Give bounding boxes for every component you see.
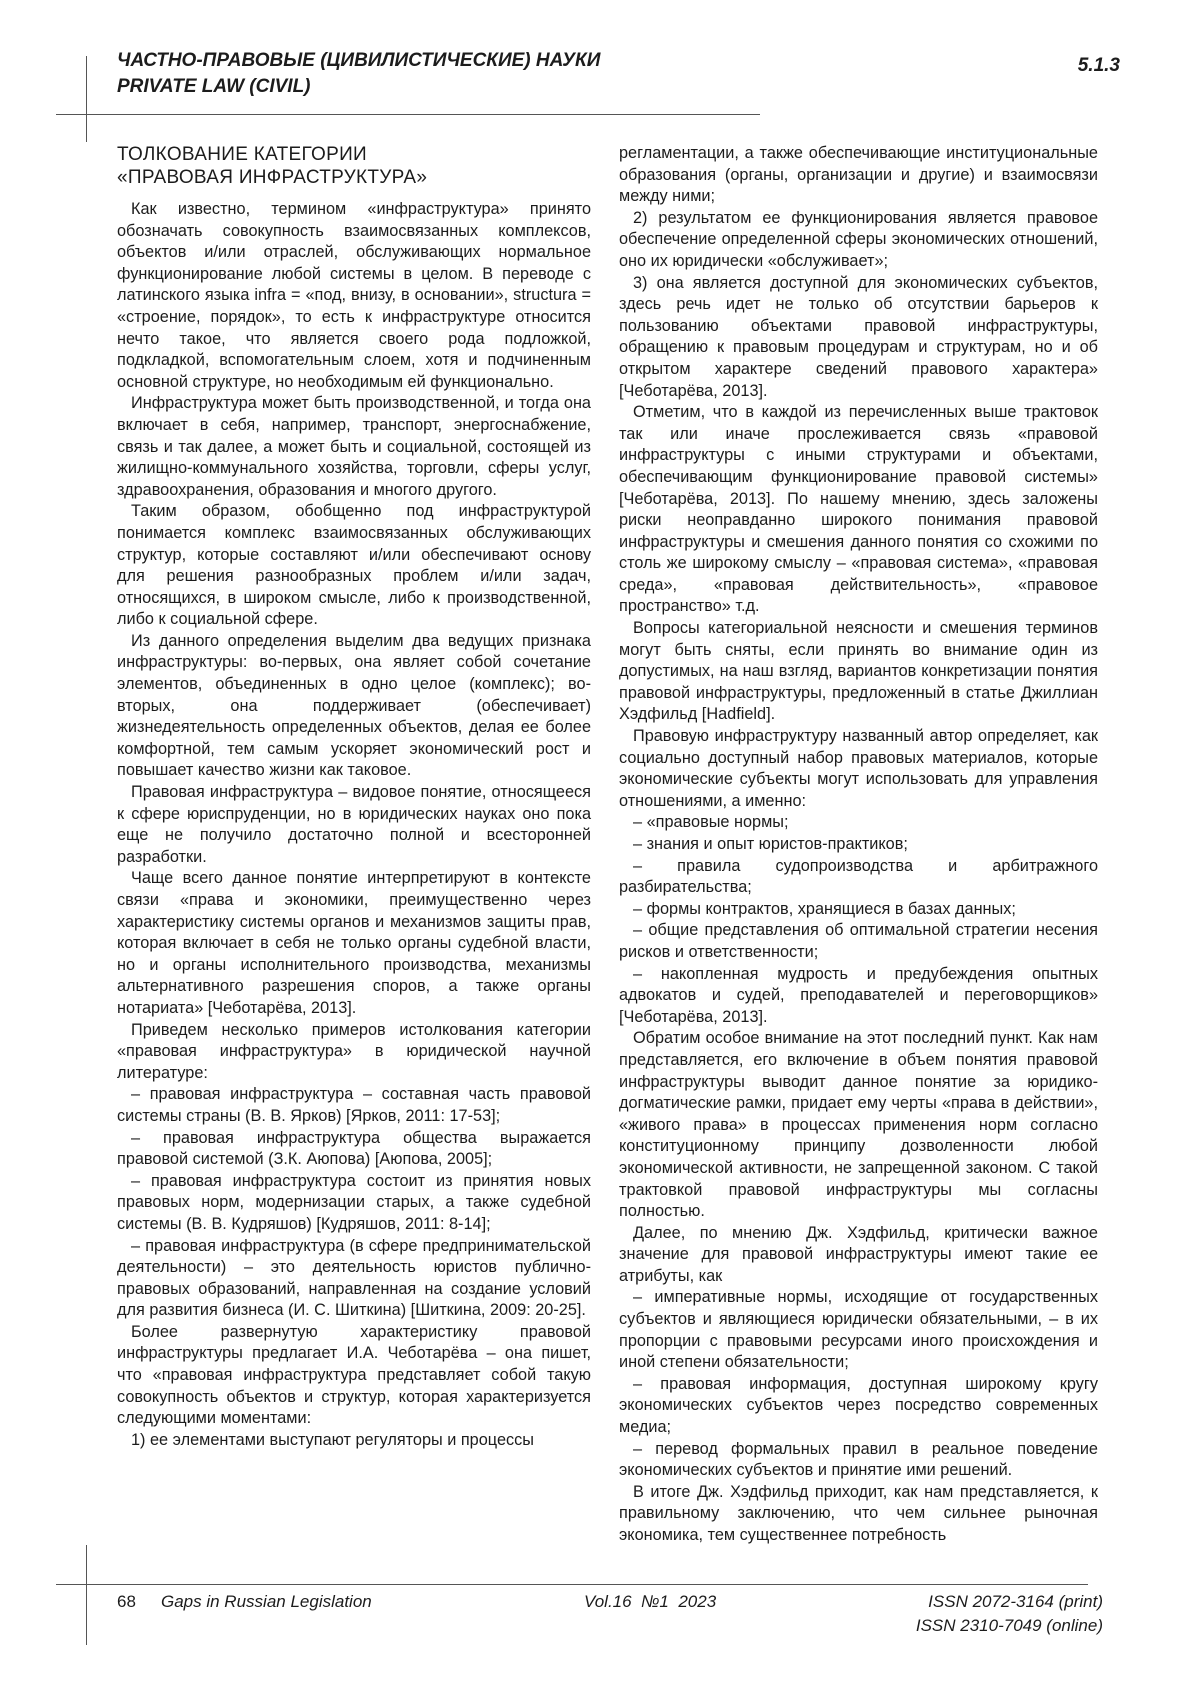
running-header [117,48,600,100]
paragraph: В итоге Дж. Хэдфильд приходит, как нам представляется, к правильному заключению, что чем сильнее рыночная экономика, тем существеннее потребность [619,1482,1098,1547]
section-title-ru: ЧАСТНО-ПРАВОВЫЕ (ЦИВИЛИСТИЧЕСКИЕ) НАУКИ [117,48,600,74]
journal-page [0,0,1200,1697]
volume-issue: Vol.16 №1 2023 [584,1592,716,1612]
list-item: – правовая инфраструктура общества выражается правовой системой (З.К. Аюпова) [Аюпова, 2005]; [117,1128,591,1171]
paragraph: Из данного определения выделим два ведущих признака инфраструктуры: во-первых, она являет собой сочетание элементов, объединенных в одно целое (комплекс); во-вторых, она поддерживает (обеспечивает) жизнедеятельность определенных объектов, делая ее более комфортной, тем самым ускоряет экономический рост и повышает качество жизни как таковое. [117,631,591,782]
bottom-vertical-rule [86,1545,87,1645]
paragraph: Инфраструктура может быть производственной, и тогда она включает в себя, например, транспорт, энергоснабжение, связь и так далее, а может быть и социальной, состоящей из жилищно-коммунального хозяйства, торговли, сферы услуг, здравоохранения, образования и многого другого. [117,393,591,501]
paragraph: Как известно, термином «инфраструктура» принято обозначать совокупность взаимосвязанных комплексов, объектов и/или отраслей, обслуживающих нормальное функционирование любой системы в целом. В переводе с латинского языка infra = «под, внизу, в основании», structura = «строение, порядок», то есть к инфраструктуре относится нечто такое, что является своего рода подложкой, подкладкой, вспомогательным слоем, хотя и подчиненным основной структуре, но необходимым ей функционально. [117,199,591,393]
paragraph: Правовую инфраструктуру названный автор определяет, как социально доступный набор правовых материалов, которые экономические субъекты могут использовать для управления отношениями, а именно: [619,726,1098,812]
specialty-code: 5.1.3 [1078,55,1120,77]
list-item: – общие представления об оптимальной стратегии несения рисков и ответственности; [619,920,1098,963]
paragraph: Отметим, что в каждой из перечисленных выше трактовок так или иначе прослеживается связь «правовой инфраструктуры с иными структурами и объектами, обеспечивающим функционирование правовой системы» [Чеботарёва, 2013]. По нашему мнению, здесь заложены риски неоправданно широкого понимания правовой инфраструктуры и смешения данного понятия со схожими по столь же широкому смыслу – «правовая система», «правовая среда», «правовая действительность», «правовое пространство» т.д. [619,402,1098,618]
top-vertical-rule [86,56,87,142]
list-item: – императивные нормы, исходящие от государственных субъектов и являющиеся юридически обязательными, – в их пропорции с правовыми ресурсами иного происхождения и иной степени обязательности; [619,1287,1098,1373]
issn-online: ISSN 2310-7049 (online) [916,1616,1103,1636]
article-title-line1: ТОЛКОВАНИЕ КАТЕГОРИИ [117,143,591,166]
paragraph: Далее, по мнению Дж. Хэдфильд, критически важное значение для правовой инфраструктуры имеют такие ее атрибуты, как [619,1223,1098,1288]
page-number: 68 [117,1592,136,1612]
list-item: – знания и опыт юристов-практиков; [619,834,1098,856]
paragraph: Вопросы категориальной неясности и смешения терминов могут быть сняты, если принять во внимание один из допустимых, на наш взгляд, вариантов конкретизации понятия правовой инфраструктуры, предложенный в статье Джиллиан Хэдфильд [Hadfield]. [619,618,1098,726]
list-item: – правовая инфраструктура – составная часть правовой системы страны (В. В. Ярков) [Ярков, 2011: 17-53]; [117,1084,591,1127]
paragraph: регламентации, а также обеспечивающие институциональные образования (органы, организации и другие) и взаимосвязи между ними; [619,143,1098,208]
paragraph: Таким образом, обобщенно под инфраструктурой понимается комплекс взаимосвязанных обслуживающих структур, которые составляют и/или обеспечивают основу для решения разнообразных проблем и/или задач, относящихся, в широком смысле, либо к производственной, либо к социальной сфере. [117,501,591,631]
right-column [619,143,1098,1547]
paragraph: Приведем несколько примеров истолкования категории «правовая инфраструктура» в юридической научной литературе: [117,1020,591,1085]
left-column [117,143,591,1451]
list-item: – формы контрактов, хранящиеся в базах данных; [619,899,1098,921]
list-item: 1) ее элементами выступают регуляторы и процессы [117,1430,591,1452]
journal-name: Gaps in Russian Legislation [161,1592,372,1612]
paragraph: Обратим особое внимание на этот последний пункт. Как нам представляется, его включение в объем понятия правовой инфраструктуры выводит данное понятие за юридико-догматические рамки, придает ему черты «права в действии», «живого права» в процессах применения норм согласно конституционному принципу дозволенности любой экономической активности, не запрещенной законом. С такой трактовкой правовой инфраструктуры мы согласны полностью. [619,1028,1098,1222]
footer-horizontal-rule [56,1584,1088,1585]
list-item: – правила судопроизводства и арбитражного разбирательства; [619,856,1098,899]
list-item: 3) она является доступной для экономических субъектов, здесь речь идет не только об отсутствии барьеров к пользованию объектами правовой инфраструктуры, обращению к правовым процедурам и структурам, но и об открытом характере сведений правового характера» [Чеботарёва, 2013]. [619,273,1098,403]
article-title [117,143,591,189]
list-item: – перевод формальных правил в реальное поведение экономических субъектов и принятие ими решений. [619,1439,1098,1482]
section-title-en: PRIVATE LAW (CIVIL) [117,74,600,100]
article-title-line2: «ПРАВОВАЯ ИНФРАСТРУКТУРА» [117,166,591,189]
list-item: 2) результатом ее функционирования является правовое обеспечение определенной сферы экономических отношений, оно их юридически «обслуживает»; [619,208,1098,273]
paragraph: Чаще всего данное понятие интерпретируют в контексте связи «права и экономики, преимущественно через характеристику системы органов и механизмов защиты прав, которая включает в себя не только органы судебной власти, но и органы исполнительного производства, механизмы альтернативного разрешения споров, а также органы нотариата» [Чеботарёва, 2013]. [117,868,591,1019]
paragraph: Правовая инфраструктура – видовое понятие, относящееся к сфере юриспруденции, но в юридических науках оно пока еще не получило достаточно полной и всесторонней разработки. [117,782,591,868]
issn-print: ISSN 2072-3164 (print) [928,1592,1103,1612]
paragraph: Более развернутую характеристику правовой инфраструктуры предлагает И.А. Чеботарёва – она пишет, что «правовая инфраструктура представляет собой такую совокупность объектов и структур, которая характеризуется следующими моментами: [117,1322,591,1430]
list-item: – «правовые нормы; [619,812,1098,834]
list-item: – накопленная мудрость и предубеждения опытных адвокатов и судей, преподавателей и переговорщиков» [Чеботарёва, 2013]. [619,964,1098,1029]
list-item: – правовая инфраструктура состоит из принятия новых правовых норм, модернизации старых, а также судебной системы (В. В. Кудряшов) [Кудряшов, 2011: 8-14]; [117,1171,591,1236]
list-item: – правовая информация, доступная широкому кругу экономических субъектов через посредство современных медиа; [619,1374,1098,1439]
list-item: – правовая инфраструктура (в сфере предпринимательской деятельности) – это деятельность юристов публично-правовых образований, направленная на создание условий для развития бизнеса (И. С. Шиткина) [Шиткина, 2009: 20-25]. [117,1236,591,1322]
header-horizontal-rule [56,114,760,115]
